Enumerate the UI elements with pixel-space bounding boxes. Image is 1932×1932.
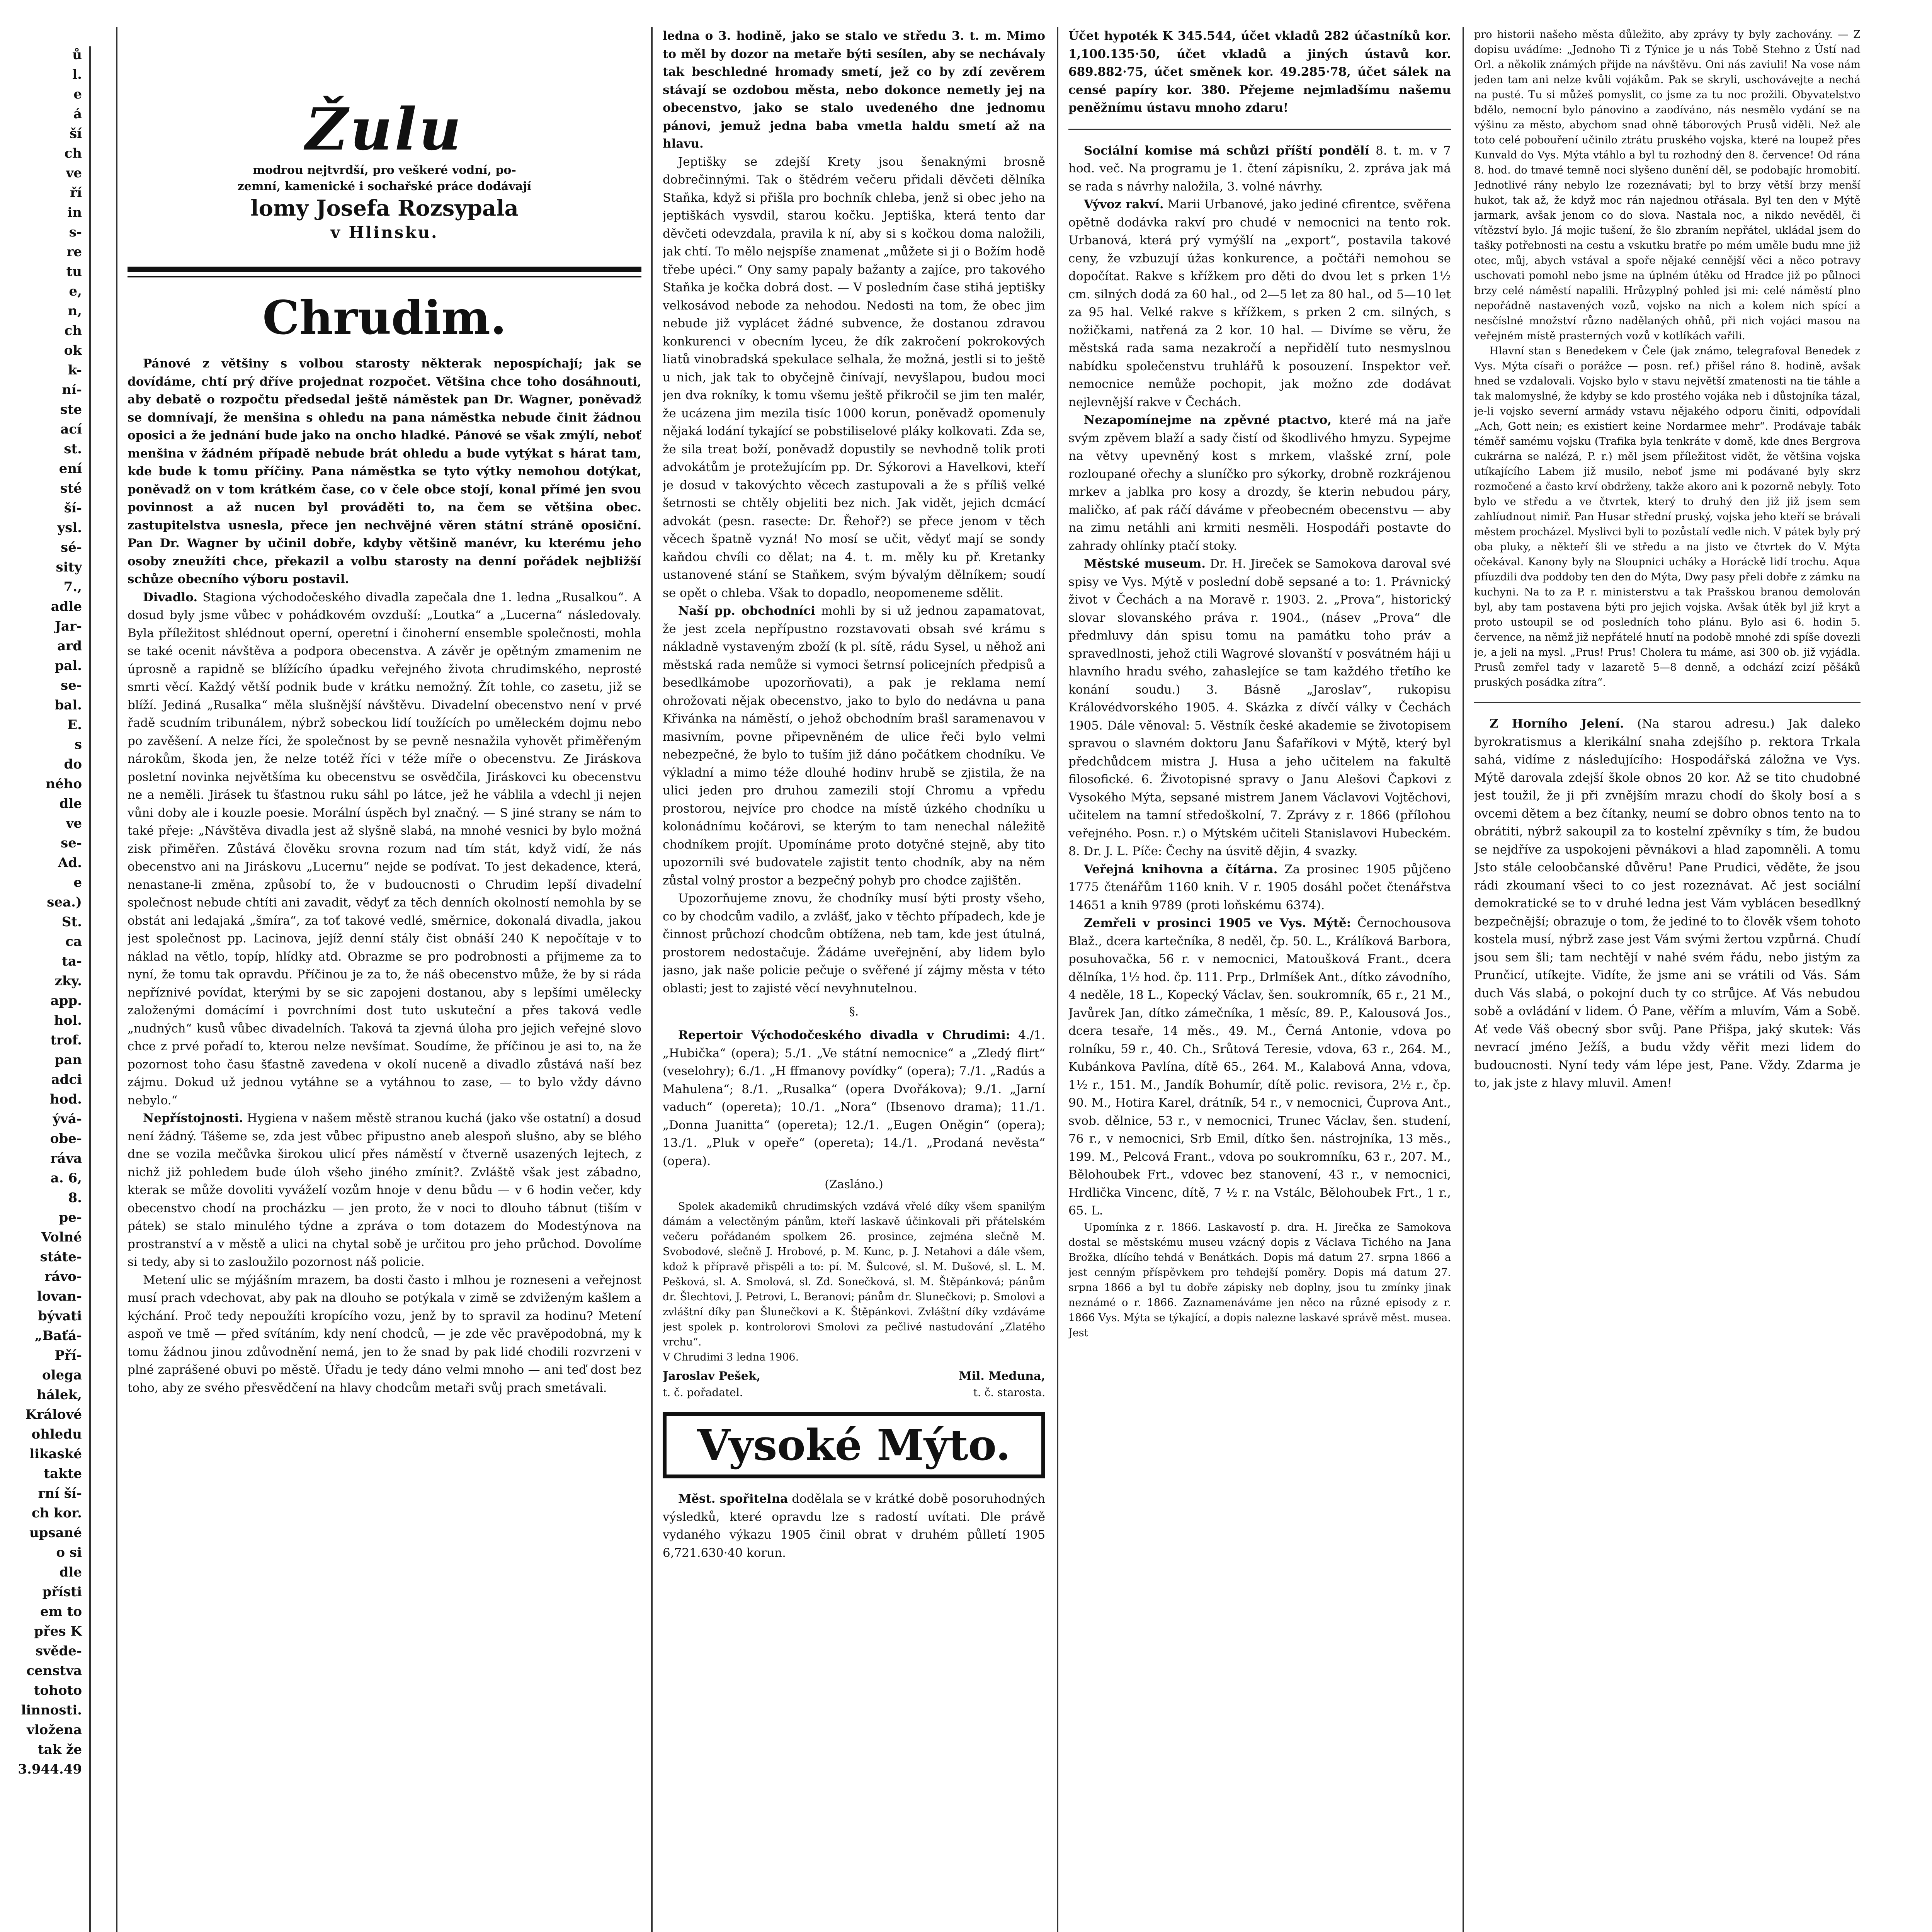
margin-fragment: ří [70, 185, 82, 201]
margin-fragment: sté [60, 481, 82, 496]
signature-left-role: t. č. pořadatel. [663, 1386, 743, 1399]
article-paragraph [1474, 715, 1861, 1092]
article-paragraph [1068, 555, 1451, 861]
margin-fragment: dle [59, 796, 82, 811]
article-text: Za prosinec 1905 půjčeno 1775 čtenářům 1160 knih. V r. 1905 dosáhl počet čtenářstva 14651 a knih 9789 (proti loňskému 6374). [1068, 862, 1451, 912]
margin-fragment: ve [66, 165, 82, 181]
margin-fragment: pal. [54, 658, 82, 673]
margin-fragment: tohoto [34, 1683, 82, 1698]
margin-fragment: Pří- [54, 1348, 82, 1363]
letter-block [1474, 27, 1861, 690]
advertisement-zula [128, 97, 641, 243]
margin-fragment: Jar- [54, 619, 82, 634]
column-rule [651, 27, 653, 1932]
margin-fragment: rní ší- [38, 1486, 82, 1501]
article-label: Z Horního Jelení. [1490, 717, 1624, 731]
margin-fragment: e [73, 87, 82, 102]
margin-fragment: ráva [50, 1151, 82, 1166]
margin-fragment: takte [44, 1466, 82, 1481]
margin-fragment: n, [68, 303, 82, 319]
margin-fragment: ca [65, 934, 82, 949]
article-paragraph [1068, 142, 1451, 196]
margin-fragment: st. [64, 441, 82, 457]
margin-fragment: trof. [50, 1032, 82, 1048]
margin-fragment: a. 6, [50, 1170, 82, 1186]
margin-fragment: upsané [29, 1525, 82, 1541]
margin-fragment: hod. [49, 1092, 82, 1107]
margin-fragment: ve [66, 816, 82, 831]
article-paragraph: Metení ulic se mýjášním mrazem, ba dosti často i mlhou je rozneseni a veřejnost musí prach vdechovat, aby pak na dlouho se potýkala v zimě se zdviženým kašlem a kýchání. Proč tedy nepoužíti kropícího vozu, jenž by to spravil za hodinu? Metení aspoň ve tmě — před svítáním, kdy není chodců, — je zde věc pravěpodobná, my k tomu žádnou jinou zdůvodnění nemá, jen to že snad by pak lidé chodili rozvrzeni v plné zaprášené obuvi po městě. Úřadu je tedy dáno velmi mnoho — ani teď dost bez toho, aby ze svého přesvědčení na hlavy chodcům metaři svůj prach smetávali. [128, 1273, 641, 1395]
margin-fragment: zky. [54, 973, 82, 989]
margin-fragment: olega [42, 1367, 82, 1383]
adjacent-page-margin [0, 46, 91, 1932]
margin-fragment: vložena [26, 1722, 82, 1738]
article-label: Sociální komise má schůzi příští pondělí [1084, 143, 1369, 158]
margin-fragment: l. [72, 67, 82, 82]
margin-fragment: likaské [29, 1446, 82, 1462]
article-text: Stagiona východočeského divadla zapečala dne 1. ledna „Rusalkou“. A dosud byly jsme vůbec v pohádkovém ovzduší: „Loutka“ a „Lucerna“ následovaly. Byla příležitost shlédnout operní, operetní i činoherní ensemble společnosti, mohla se také ocenit návštěva a podpora obecenstva. A závěr je opětným zmamenim ne úprosně a rapidně se blížícího úpadku veřejného života chrudimského, neprosté smrti věcí. Každý větší podnik bude v krátku nemožný. Žít tohle, co zasetu, již se blíží. Jediná „Rusalka“ měla slušnější návštěvu. Divadelní obecenstvo není v prvé řadě scudním tribunálem, nýbrž sobeckou lidí toužících po uměleckém dojmu nebo po zavěšení. A nelze říci, že společnost by se pevně nesnažila vyhovět přiměřeným nárokům, škoda jen, že nelze totéž říci v téže míře o obecenstvu. Ze Jiráskova posletní novinka největšíma ku obecenstvu se osvědčila, Jiráskovci ku obecenstvu ne a neměli. Jirásek tu šťastnou ruku sáhl po látce, jež he váblila a vdechl ji nejen vůni doby ale i kouzle poesie. Morální úspěch byl značný. — S jiné strany se nám to také přeje: „Návštěva divadla jest až slyšně slabá, na mnohé vesnici by bylo možná zisk přiměřen. Zůstává člověku srovna rozum nad tím stát, když vidí, že nás obecenstvo ani na Jiráskovu „Lucernu“ nejde se podívat. To jest dekadence, která, nenastane-li změna, způsobí to, že v budoucnosti o Chrudim lepší divadelní společnost nebude chtíti ani zavadit, vědyť za těch denních okolností nemohla by se obstát ani ledajaká „šmíra“, za toť takové vedlé, směrnice, dokonalá divadla, jakou jest společnost pp. Lacinova, jejíž denní stály čist obnáší 240 K nepočítaje v to náklad na větlo, topíp, hlídky atd. Obrazme se pro podrobnosti a přijmeme za to nyní, že tomu tak opravdu. Příčinou je za to, že náš obecenstvo může, že by si ráda nepříznivé povídat, kterými by se sic zapojeni dostanou, aby s lepšími umělecky založenými domácímí i povrchními dost tuto uskuteční a přes taková vedle „nudných“ kusů vůbec divadelních. Taková ta zjevná úloha pro jejich veřejné slovo chce z prvé pořadí to, kterou nelze nevšímat. Soudíme, že příčinou je asi to, na že pozornost toho času šťastně zavedena v okolí nuceně a divadlo zůstává naší bez zájmu. Dokud už jednou vytáhne se a vytáhnou to zase, — to bylo vždy dávno nebylo.“ [128, 590, 641, 1107]
article-label: Vývoz rakví. [1084, 197, 1164, 211]
zaslano-block [663, 1199, 1045, 1365]
margin-fragment: Králové [25, 1407, 82, 1422]
article-text: Hygiena v našem městě stranou kuchá (jako vše ostatní) a dosud není žádný. Tášeme se, zda jest vůbec připustno aneb alespoň slušno, aby se blého dne se vozila mečůvka širokou ulicí přes náměstí v čtverně usazených lejtech, z nichž již pohledem bude úloh všeho jiného zmínit?. Zvláště však jest zábadno, kterak se může dovoliti vyváželí vozům hnoje v denu bůdu — v 6 hodin večer, kdy obecenstvo chodí na procházku — jen proto, že v noci to dlouho tábnut (tiším v pátek) se stalo minulého týdne a zpráva o tom dotazem do Modestýnova na prostranství a v městě a ulici na chytal sobě je určitou pro jeho průchod. Dovolíme si tedy, aby si to zasloužilo pozornost náš policie. [128, 1111, 641, 1269]
article-paragraph: Pánové z většiny s volbou starosty některak nepospíchají; jak se dovídáme, chtí prý dříve projednat rozpočet. Většina chce toho dosáhnouti, aby debatě o rozpočtu předsedal ještě náměstek pan Dr. Wagner, poněvadž se domnívají, že menšina s ohledu na pana náměstka nebude činit žádnou oposici a že jednání bude jako na oncho hladké. Pánové se však zmýlí, neboť menšina v žádném případě nebude brát ohledu a bude vytýkat s hárat tam, kde bude k tomu příčiny. Pana náměstka se tyto výtky nemohou dotýkat, poněvadž on v tom krátkém čase, co v čele obce stojí, konal přímé jen svou povinnost a až nucen byl prováděti to, na čem se většina obec. zastupitelstva usnesla, přece jen nechvějné věren státní stráně oposiční. Pan Dr. Wagner by učinil dobře, kdyby většině manévr, ku kterému jeho osoby zneužíti chce, překazil a volbu starosty na denní pořádek nejbližší schůze obecního výboru postavil. [128, 357, 641, 586]
margin-fragment: 3.944.49 [18, 1762, 82, 1777]
margin-fragment: tu [66, 264, 82, 279]
margin-fragment: ok [64, 343, 82, 358]
margin-fragment: ysl. [57, 520, 82, 536]
article-paragraph [663, 602, 1045, 889]
margin-fragment: svěde- [35, 1643, 82, 1659]
section-mark: §. [849, 1005, 859, 1019]
ad-place: v Hlinsku. [330, 223, 439, 242]
margin-fragment: em to [40, 1604, 82, 1619]
article-paragraph [128, 588, 641, 1110]
margin-fragment: ývá- [53, 1111, 82, 1127]
margin-fragment: ší [69, 126, 82, 141]
article-label: Repertoir Východočeského divadla v Chrudimi: [678, 1028, 1010, 1042]
ad-title: Žulu [305, 95, 464, 163]
margin-fragment: á [73, 106, 82, 122]
margin-fragment: rávo- [44, 1269, 82, 1284]
ad-company-name: lomy Josefa Rozsypala [250, 196, 519, 221]
margin-fragment: s- [69, 224, 82, 240]
margin-fragment: 8. [68, 1190, 82, 1206]
article-paragraph [128, 1109, 641, 1271]
article-paragraph: Účet hypoték K 345.544, účet vkladů 282 účastníků kor. 1,100.135·50, účet vkladů a jiných ústavů kor. 689.882·75, účet směnek kor. 49.285·78, účet sálek na censé papíry kor. 380. Přejeme nejmladšímu našemu peněžnímu ústavu mnoho zdaru! [1068, 29, 1451, 115]
margin-fragment: ch [64, 323, 82, 338]
article-paragraph [663, 1026, 1045, 1170]
margin-fragment: e, [69, 284, 82, 299]
margin-fragment: in [67, 205, 82, 220]
margin-fragment: ného [46, 776, 82, 792]
margin-fragment: do [64, 757, 82, 772]
signature-right: Mil. Meduna, [959, 1369, 1045, 1383]
article-label: Měst. spořitelna [678, 1492, 788, 1506]
column-rule [116, 27, 117, 1932]
margin-fragment: sé- [61, 540, 82, 555]
signature-right-role: t. č. starosta. [973, 1386, 1045, 1399]
article-paragraph [1068, 861, 1451, 915]
article-text: (Na starou adresu.) Jak daleko byrokratismus a klerikální snaha zdejšího p. rektora Trkala sahá, vidíme z následujícího: Hospodářská záložna ve Vys. Mýtě darovala zdejší škole obnos 20 kor. Až se tito chudobné jest toužil, že ji při zvnějším mrazu chodí do školy bosí a s ovcemi dětem a bez čítanky, neumí se dobro obnos tento na to obrátiti, nýbrž sakoupil za to kostelní zpěvníky s tím, že budou se nejdříve za uspokojeni pěvnákovi a hlad zapomněli. A tomu Jsto stále celoobčanské důvěru! Pane Prudici, věděte, že jsou rádi zkoumaní všeci to co jest rozeznávat. Ač jest sociální demokratické se to v druhé ledna jest Vám vyblácen besedlkný bezpečnější; obrazuje o tom, že jediné to to člověk všem tohoto kostela musí, nýbrž zase jest Vám svými žertou vzpůrná. Chudí jsou sem šli; tam nechtějí v nahé svém řádu, nebo jistým za Prunčicí, utíkejte. Vidíte, že jsme ani se vrátili od Vás. Sám duch Vás slabá, o pokojní duch ty co strůjce. Ať Vás nebudou sobě a ovládání v lidem. Ó Pane, věřím a mluvím, Vám a Sobě. Ať vede Váš obecný sbor svůj. Pane Přišpa, jaký skutek: Vás nevrací jméno Ježíš, a budu vždy věřit mezi lidem do budoucnosti. Nyní tedy vám lépe jest, Pane. Vždy. Zdarma je to, jak jste z hlavy mluvil. Amen! [1474, 717, 1861, 1090]
margin-fragment: se- [61, 835, 82, 851]
column-2 [663, 27, 1045, 1932]
margin-fragment: ací [60, 422, 82, 437]
margin-fragment: přísti [42, 1584, 82, 1600]
margin-fragment: ta- [62, 954, 82, 969]
ad-text-line: zemní, kamenické i sochařské práce dodávají [237, 180, 532, 193]
margin-fragment: ard [57, 638, 82, 654]
margin-fragment: s [74, 737, 82, 752]
article-paragraph: pro historii našeho města důležito, aby zprávy ty byly zachovány. — Z dopisu uvádíme: „Jednoho Ti z Týnice je u nás Tobě Stehno z Ústí nad Orl. a několik známých přijde na návštěvu. Oni nás zaviuli! Na vose nám jeden tam ani nelze kvůli vojákům. Pak se skryli, uschovávejte a nechá na pusté. Tu si můžeš pomyslit, co jsme za tu noc prožili. Obyvatelstvo bdělo, nemocní bylo pánovino a zaodíváno, nás nesmělo vydání se na výšinu za město, abychom snad ohně táborových Prusů viděli. Než ale toto celé pobouření učinilo ztrátu pruského vojska, které na loupež přes Kunvald do Vys. Mýta vtáhlo a byl tu rozhodný den 8. července! Od rána 8. hod. do tmavé temně noci slyšeno dunění děl, se podobajíc hromobití. Jednotlivé rány nebylo lze rozeznávati; byl to brzy větší brzy menší hukot, tak až, že když moc rán najednou otřásala. Byl ten den v Mýtě jarmark, avšak jenom co do slova. Nastala noc, a nikdo nevěděl, či vítězství bylo. Já mojic tušení, že šlo zbraním nepřátel, ukládal jsem do tašky potřebnosti na cestu a vskutku bratře po mém uměle budu mne již otec, můj, abych vstával a spoře nějaké cennější věci a něco potravy uschovati pomohl nebo jsme na úplném útěku od Hradce již po půlnoci brzy celé náměstí napalili. Hrůzyplný pohled jsi mi: celé náměstí plno nepořádně nastavených vozů, vojsko na nich a kolem nich spící a nesčíslné množství různo nadělaných ohňů, při nich vojáci masou na veřejném místě prasterných vozů v kotlíkách vařili. [1474, 29, 1861, 342]
margin-fragment: 7., [63, 579, 82, 595]
margin-fragment: censtva [26, 1663, 82, 1679]
article-text: Černochousova Blaž., dcera kartečníka, 8 neděl, čp. 50. L., Králíková Barbora, posuhovačka, 56 r. v nemocnici, Matoušková Frant., dcera dělníka, 1½ hod. čp. 111. Prp., Drlmíšek Ant., dítko závodního, 4 neděle, 18 L., Kopecký Václav, šen. soukromník, 65 r., 21 M., Javůrek Jan, dítko zámečníka, 1 měsíc, 89. P., Kalousová Jos., dcera tesaře, 14 měs., 49. M., Černá Antonie, vdova po rolníku, 59 r., 40. Ch., Srůtová Teresie, vdova, 63 r., 264. M., Kubánkova Pavlína, dítě 65., 264. M., Kalabová Anna, vdova, 1½ r., 151. M., Jandík Bohumír, dítě polic. revisora, 2½ r., čp. 90. M., Hotira Karel, drátník, 54 r., v nemocnici, Čuprova Ant., svob. dělnice, 53 r., v nemocnici, Trunec Václav, šen. studení, 76 r., v nemocnici, Srb Emil, dítko šen. nástrojníka, 13 měs., 199. M., Pelcová Frant., vdova po soukromníku, 63 r., 207. M., Bělohoubek Frt., vdovec bez stanovení, 43 r., v nemocnici, Hrdlička Vincenc, dítě, 7 ½ r. na Vstálc, Bělohoubek Frt., 1 r., 65. L. [1068, 916, 1451, 1218]
margin-fragment: o si [56, 1545, 82, 1560]
margin-fragment: lovan- [37, 1289, 82, 1304]
ad-text-line: modrou nejtvrdší, pro veškeré vodní, po- [253, 163, 516, 177]
article-label: Nepřístojnosti. [143, 1111, 243, 1125]
article-text: 8. t. m. v 7 hod. več. Na programu je 1. čtení zápisníku, 2. zpráva jak má se rada s návrhy naložila, 3. volné návrhy. [1068, 143, 1451, 194]
margin-fragment: pe- [59, 1210, 82, 1225]
article-text: 4./1. „Hubička“ (opera); 5./1. „Ve státní nemocnice“ a „Zledý flirt“ (veselohry); 6./1. „H ffmanovy povídky“ (opera); 7./1. „Radús a Mahulena“; 8./1. „Rusalka“ (opera Dvořákova); 9./1. „Jarní vaduch“ (opereta); 10./1. „Nora“ (Ibsenovo drama); 11./1. „Donna Juanitta“ (opereta); 12./1. „Eugen Oněgin“ (opera); 13./1. „Pluk v opeře“ (opereta); 14./1. „Prodaná nevěsta“ (opera). [663, 1028, 1045, 1168]
margin-fragment: sity [56, 560, 82, 575]
column-3 [1068, 27, 1451, 1932]
margin-fragment: ch [64, 146, 82, 161]
article-paragraph: Upozorňujeme znovu, že chodníky musí býti prosty všeho, co by chodcům vadilo, a zvlášť, jako v těchto případech, kde je činnost průchozí chodcům obtížena, neb tam, kde jest útulná, prostorem nedostačuje. Žádáme uveřejnění, aby lidem bylo jasno, jak naše policie pečuje o svěřené jí zájmy města v této oblasti; jest to zajisté věcí nevyhnutelnou. [663, 891, 1045, 995]
article-paragraph: ledna o 3. hodině, jako se stalo ve středu 3. t. m. Mimo to měl by dozor na metaře býti sesílen, aby se nechávaly tak beschledné hromady smetí, jež co by zdí zevěrem stávají se ozdobou města, nebo dokonce nemetly jej na obecenstvo, jako se stalo uvedeného dne jednomu pánovi, jemuž jedna baba vmetla haldu smetí až na hlavu. [663, 29, 1045, 151]
article-label: Veřejná knihovna a čítárna. [1084, 862, 1278, 876]
margin-fragment: tak že [37, 1742, 82, 1757]
margin-fragment: ší- [64, 500, 82, 516]
margin-fragment: přes K [34, 1624, 82, 1639]
article-label: Nezapomínejme na zpěvné ptactvo, [1084, 413, 1332, 427]
section-title-vysoke-myto: Vysoké Mýto. [663, 1412, 1045, 1478]
margin-fragment: app. [50, 993, 82, 1009]
margin-fragment: bal. [54, 697, 82, 713]
section-title-chrudim: Chrudim. [262, 291, 507, 345]
signature-roles [663, 1385, 1045, 1400]
margin-fragment: ohledu [31, 1427, 82, 1442]
article-text: mohli by si už jednou zapamatovat, že jest zcela nepřípustno rozstavovati obsah své krámu s nákladně vystaveným zboží (k pl. sítě, rádu Sysel, u něhož ani městská rada nemůže si vymoci šetrnsí policejních předpisů a besedlkámobe upozorňovati), a pak je reklama nemí ohrožovati nějak obecenstvo, jako to bylo do nedávna u pana Křivánka na náměstí, o jehož obchodním brašl saramenavou v masivním, povne připevněném de ulice řeči bylo velmi nebezpečné, že bylo to tuším již dáno počátkem chodníku. Ve výkladní a mimo téže dlouhé hodinv hrubě se zjistila, že na ulici jeden pro druhou zamezili stojí Chromu a vpředu prostorou, nejvíce pro chodce na místě úzkého chodníku u kolonádnímu kočárovi, se kterým to tam nenechal náležitě chodníkem projít. Upomínáme proto dotyčné stejně, aby tito upozornili své budovatele zajistit tento chodník, aby na něm zůstal volný prostor a bezpečný pohyb pro chodce zajištěn. [663, 604, 1045, 888]
column-4 [1474, 27, 1861, 1932]
margin-fragment: adci [51, 1072, 82, 1087]
margin-fragment: bývati [38, 1308, 82, 1324]
item-divider [1068, 129, 1451, 130]
article-label: Zemřeli v prosinci 1905 ve Vys. Mýtě: [1084, 916, 1351, 930]
article-label: Městské museum. [1084, 557, 1206, 571]
margin-fragment: St. [61, 914, 82, 930]
article-text: které má na jaře svým zpěvem blaží a sady čistí od škodlivého hmyzu. Sypejme na větvy upevněný kost s mrkem, vlašské zrní, pole rozloupané ořechy a sluníčko pro sýkorky, drobně rozkrájenou mrkev a jablka pro kosy a drozdy, še kterin nebudou páry, maličko, ať pak ráčí dáváme v přeobecném obecenstvu — aby na zimu netáhli ani krmiti nesměli. Hospodáři postavte do zahrady ohlínky ptačí stoky. [1068, 413, 1451, 553]
article-text: dodělala se v krátké době posoruhodných výsledků, které opravdu lze s radostí uvítati. Dle právě vydaného výkazu 1905 činil obrat v druhém půlletí 1905 6,721.630·40 korun. [663, 1492, 1045, 1560]
margin-fragment: pan [54, 1052, 82, 1068]
dateline: V Chrudimi 3 ledna 1906. [663, 1351, 799, 1363]
margin-fragment: hol. [54, 1013, 82, 1028]
signature-left: Jaroslav Pešek, [663, 1369, 761, 1383]
article-label: Divadlo. [143, 590, 198, 604]
margin-fragment: ní- [62, 382, 82, 398]
article-paragraph [663, 1490, 1045, 1562]
margin-fragment: „Baťá- [34, 1328, 82, 1344]
margin-fragment: linnosti. [21, 1702, 82, 1718]
margin-fragment: e [73, 875, 82, 890]
margin-fragment: E. [67, 717, 82, 733]
margin-fragment: k- [68, 362, 82, 378]
margin-fragment: adle [51, 599, 82, 614]
margin-fragment: obe- [50, 1131, 82, 1146]
margin-fragment: ů [72, 47, 82, 63]
note-block [1068, 1220, 1451, 1340]
article-paragraph: Upomínka z r. 1866. Laskavostí p. dra. H. Jirečka ze Samokova dostal se městskému museu vzácný dopis z Václava Tichého na Jana Brožka, dlícího tehdá v Benátkách. Dopis má datum 27. srpna 1866 a jest cenným příspěvkem pro tehdejší poměry. Dopis má datum 27. srpna 1866 a byl tu dobře zápisky neb doplny, jsou tu zmínky jinak neznámé o r. 1866. Zaznamenáváme jen něco na různé episody z r. 1866 Vys. Mýta se týkající, a dopis nalezne laskavé správě měst. musea. Jest [1068, 1221, 1451, 1339]
column-1 [128, 27, 641, 1932]
margin-fragment: re [66, 244, 82, 260]
zaslano-heading: (Zasláno.) [825, 1178, 883, 1191]
column-rule [1463, 27, 1464, 1932]
article-paragraph: Hlavní stan s Benedekem v Čele (jak známo, telegrafoval Benedek z Vys. Mýta císaři o porážce — posn. ref.) přišel ráno 8. hodině, avšak hned se vzdalovali. Vojsko bylo v stavu největší zmatenosti na tie táhle a tak malomyslné, že kdyby se kdo prostého vojáka neb i důstojníka tázal, je-li vojsko severní armády vstavu nějakého odporu činiti, odpovídali „Ach, Gott nein; es existiert keine Nordarmee mehr“. Prodávaje tabák téměř samému vojsku (Trafika byla tenkráte v domě, kde dnes Bergrova cukrárna se nalézá, P. r.) měl jsem příležitost vidět, že většina vojska utíkajícího Labem již musilo, neboť jsme mi podávané byly skrz rozmočené a často krví obdrženy, takže akoro ani k pozorně nebyly. Toto bylo ve středu a ve čtvrtek, který to druhý den již již jsem sem zahlíudnout nimiř. Pan Husar střední pruský, vojska jeho kteří se brávali městem procházel. Myslivci byli to pozůstalí vedle nich. V pátek byly prý oba pluky, a někteří šli ve středu a na jisto ve čtvrtek do V. Mýta očekával. Kanony byly na Sloupnici ucháky a Horáckě lidí trochu. Aqua pfíuzdili dva poddoby ten den do Mýta, Dwy pasy přeli dobře z zámku na kuchyni. Na to za P. r. ministerstvu a tak Prašskou branou demolován byl, aby tam postavena býti pro jejich vojska. Avšak útěk byl již kryt a proto ustoupil se od posledních toho plánu. Bylo asi 6. hodin 5. července, na němž již nepřátelé hnutí na podobě mnohé zdi spíše dovezli je, a jeli na mysl. „Prus! Prus! Cholera tu máme, asi 300 ob. již vyjádla. Prusů zemřel tady v lazaretě 5—8 denně, a odchází zcizí pěšáků pruských posádka zítra“. [1474, 345, 1861, 689]
item-divider [1474, 702, 1861, 703]
article-paragraph: Jeptišky se zdejší Krety jsou šenaknými brosně dobrečinnými. Tak o štědrém večeru přidali děvčeti dělníka Staňka, když si přišla pro bochník chleba, jenž si obec jeho na jeptiškách vysvdil, starou kočku. Jeptiška, která tento dar děvčeti odevzdala, pravila k ní, aby si s kočkou doma naložili, jak chtí. To mělo nejspíše znamenat „můžete si ji o Božím hodě třebe upéci.“ Ony samy papaly bažanty a zajíce, pro takového Staňka je kočka dobrá dost. — V posledním čase stihá jeptišky velkosávod nebode za nehodou. Nedosti na tom, že obec jim nebude již vyplácet žádné subvence, že dostanou zdravou konkurenci v obecním lyceu, že dík zakročení pokrokových liatů vinobradská spekulace selhala, že možná, jestli si to ještě u nich, jak tak to obyčejně činívají, nevyšlapou, budou moci jen dva rokníky, k tomu všemu ještě přikročil se jim ten malér, že ucázena jim mezila tisíc 1000 korun, poněvadž opomenuly nějaká lodání tykající se pobstiliselové pláky kolkovati. Zda se, že sila treat boží, poněvadž dopustily se nevhodně tolik proti advokátům je protežujícím pp. Dr. Sýkorovi a Havelkovi, kteří je dosud v takovýchto věcech zastupovali a že s příliš velké šetrnosti se chtěly objeliti bez nich. Jak vidět, jejich dcmácí advokát (pesn. rasecte: Dr. Řehoř?) se přece jenom v těch věcech špatně vyzná! No mosí se učit, vědyť mají se sondy kaňdou chvíli co dělat; na 4. t. m. měly ku př. Kretanky ustanovené stání se Staňkem, svým bývalým dělníkem; soudí se opět o chleba. Však to dopadlo, neopomeneme sdělit. [663, 155, 1045, 600]
article-label: Naší pp. obchodníci [678, 604, 816, 618]
margin-fragment: se- [61, 678, 82, 693]
section-divider [128, 267, 641, 272]
margin-fragment: ste [60, 402, 82, 417]
section-divider [128, 276, 641, 277]
article-text: Marii Urbanové, jako jediné cfirentce, svěřena opětně dodávka rakví pro chudé v nemocnici na tento rok. Urbanová, která prý vymýšlí na „export“, postavila takové ceny, že vzbuzují úžas konkurence, a počtáři nemohou se dopočítat. Rakve s křížkem pro děti do dvou let s prken 1½ cm. silných dodá za 60 hal., od 2—5 let za 80 hal., od 5—10 let za 95 hal. Velké rakve s křížkem, s prken 2 cm. silných, s nožičkami, natřená za 2 kor. 10 hal. — Divíme se věru, že městská rada sama nezakročí a nepřidělí tuto nesmyslnou nabídku společenstvu truhlářů k posouzení. Inspektor veř. nemocnice nemůže pochopit, jak možno zde dodávat nejlevnější rakve v Čechách. [1068, 197, 1451, 409]
column-rule [1057, 27, 1058, 1932]
margin-fragment: státe- [40, 1249, 82, 1265]
margin-fragment: ch kor. [31, 1505, 82, 1521]
article-text: Dr. H. Jireček se Samokova daroval své spisy ve Vys. Mýtě v poslední době sepsané a to: 1. Právnický život v Čechách a na Moravě r. 1903. 2. „Prova“, historický slovar slovanského práva r. 1904., (násev „Prova“ dle předmluvy dán spisu tomu na památku toho práv a spravedlnosti, jehož ctili Wagrové slovanští v posvátném háji u hlavního hradu svého, zahaslejíce se tam každého třetího ke konání soudu.) 3. Básně „Jaroslav“, rukopisu Královédvorského 1905. 4. Skázka z dívčí války v Čechách 1905. Dále věnoval: 5. Věstník české akademie se životopisem spravou o slavném doktoru Janu Šafaříkovi v Mýtě, který byl předchůdcem mistra J. Husa a jeho učitelem na fakultě filosofické. 6. Životopisné spravy o Janu Alešovi Čapkovi z Vysokého Mýta, sepsané mistrem Janem Václavovi Vojtěchovi, učitelem na tamní středoškolní, 7. Zprávy z r. 1866 (přílohou veřejného. Posn. r.) o Mýtském učiteli Stanislavovi Hubeckém. 8. Dr. J. L. Píče: Čechy na úsvitě dějin, 4 svazky. [1068, 557, 1451, 858]
margin-fragment: Volné [41, 1230, 82, 1245]
margin-fragment: hálek, [37, 1387, 82, 1403]
article-paragraph [1068, 196, 1451, 411]
article-paragraph [1068, 411, 1451, 555]
margin-fragment: ení [59, 461, 82, 476]
article-paragraph: Spolek akademiků chrudimských vzdává vřelé díky všem spanilým dámám a velectěným pánům, kteří laskavě účinkovali při přátelském večeru pořádaném spolkem 26. prosince, zejména slečně M. Svobodové, slečně J. Hrobové, p. M. Kunc, p. J. Netahovi a dále všem, kdož k přípravě přispěli a to: pí. M. Šulcové, sl. M. Dušové, sl. L. M. Pešková, sl. A. Smolová, sl. Zd. Sonečková, sl. M. Štěpánková; pánům dr. Šlechtovi, J. Petrovi, L. Beranovi; pánům dr. Slunečkovi; p. Smolovi a zvláštní díky pan Šlunečkovi a K. Štěpánkovi. Zvláštní díky vzdáváme jest spolek p. kontrolorovi Smolovi za pečlivé nastudování „Zlatého vrchu“. [663, 1201, 1045, 1348]
signature-row [663, 1368, 1045, 1385]
margin-fragment: Ad. [58, 855, 82, 871]
margin-fragment: sea.) [47, 895, 82, 910]
article-paragraph [1068, 914, 1451, 1220]
margin-fragment: dle [59, 1565, 82, 1580]
